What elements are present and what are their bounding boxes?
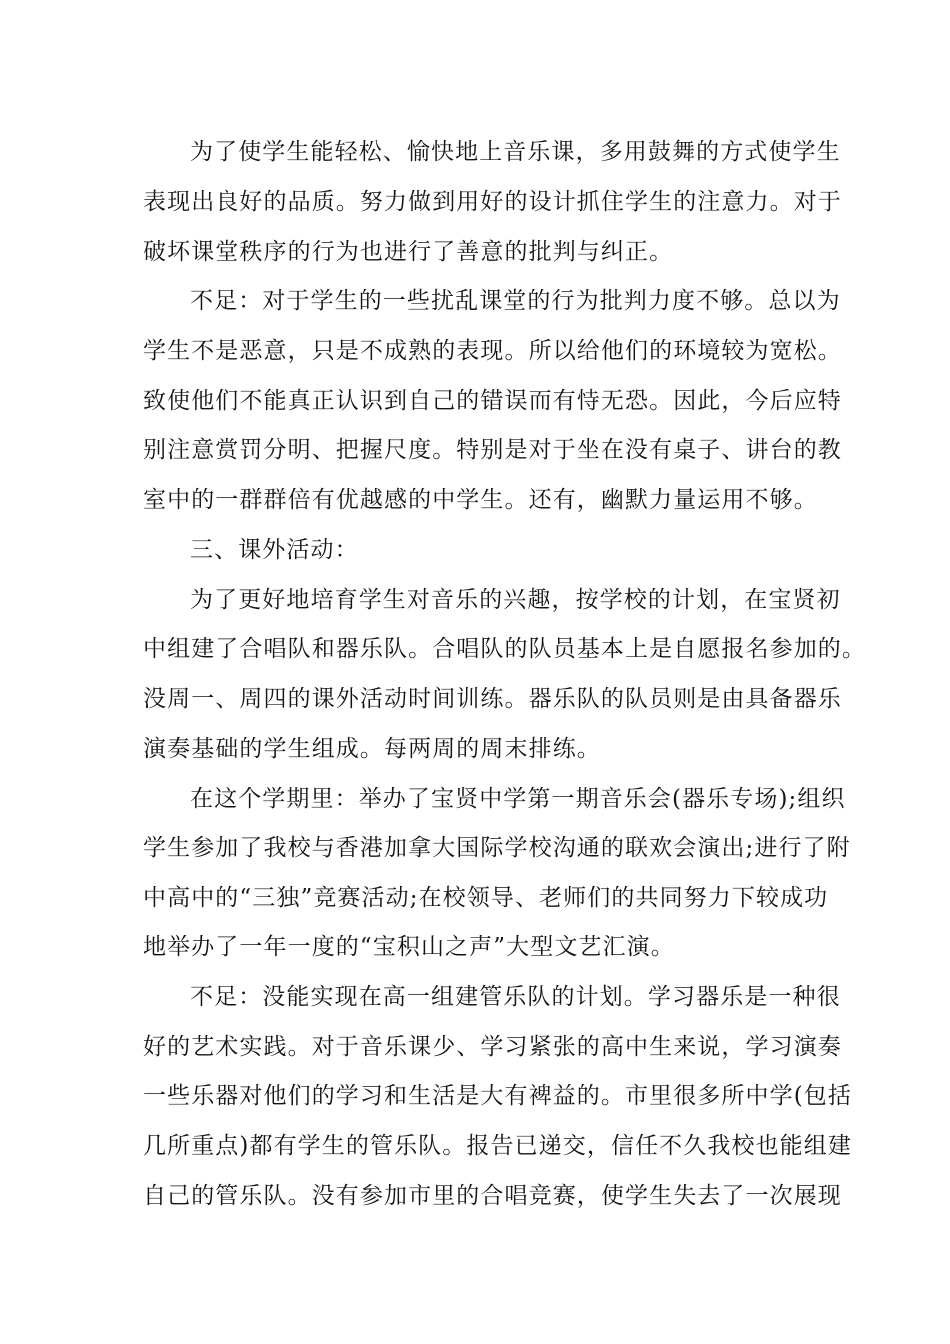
text-line: 一些乐器对他们的学习和生活是大有裨益的。市里很多所中学(包括 — [143, 1083, 852, 1109]
section-heading: 三、课外活动： — [190, 537, 359, 563]
text-line: 好的艺术实践。对于音乐课少、学习紧张的高中生来说，学习演奏 — [143, 1034, 842, 1060]
text-line: 没周一、周四的课外活动时间训练。器乐队的队员则是由具备器乐 — [143, 686, 842, 712]
text-line: 学生参加了我校与香港加拿大国际学校沟通的联欢会演出;进行了附 — [143, 835, 851, 861]
text-line: 地举办了一年一度的“宝积山之声”大型文艺汇演。 — [143, 934, 675, 960]
text-line: 中组建了合唱队和器乐队。合唱队的队员基本上是自愿报名参加的。 — [143, 636, 866, 662]
text-line: 几所重点)都有学生的管乐队。报告已递交，信任不久我校也能组建 — [143, 1133, 852, 1159]
text-line: 致使他们不能真正认识到自己的错误而有恃无恐。因此，今后应特 — [143, 388, 842, 414]
text-line: 不足：对于学生的一些扰乱课堂的行为批判力度不够。总以为 — [190, 288, 841, 314]
text-line: 自己的管乐队。没有参加市里的合唱竞赛，使学生失去了一次展现 — [143, 1183, 842, 1209]
text-line: 不足：没能实现在高一组建管乐队的计划。学习器乐是一种很 — [190, 984, 841, 1010]
text-line: 在这个学期里：举办了宝贤中学第一期音乐会(器乐专场);组织 — [190, 786, 846, 812]
text-line: 别注意赏罚分明、把握尺度。特别是对于坐在没有桌子、讲台的教 — [143, 437, 842, 463]
text-line: 学生不是恶意，只是不成熟的表现。所以给他们的环境较为宽松。 — [143, 338, 842, 364]
text-line: 表现出良好的品质。努力做到用好的设计抓住学生的注意力。对于 — [143, 189, 842, 215]
text-line: 破坏课堂秩序的行为也进行了善意的批判与纠正。 — [143, 239, 674, 265]
text-line: 为了使学生能轻松、愉快地上音乐课，多用鼓舞的方式使学生 — [190, 139, 841, 165]
text-line: 中高中的“三独”竞赛活动;在校领导、老师们的共同努力下较成功 — [143, 885, 829, 911]
text-line: 室中的一群群倍有优越感的中学生。还有，幽默力量运用不够。 — [143, 487, 818, 513]
text-line: 演奏基础的学生组成。每两周的周末排练。 — [143, 736, 601, 762]
text-line: 为了更好地培育学生对音乐的兴趣，按学校的计划，在宝贤初 — [190, 587, 841, 613]
